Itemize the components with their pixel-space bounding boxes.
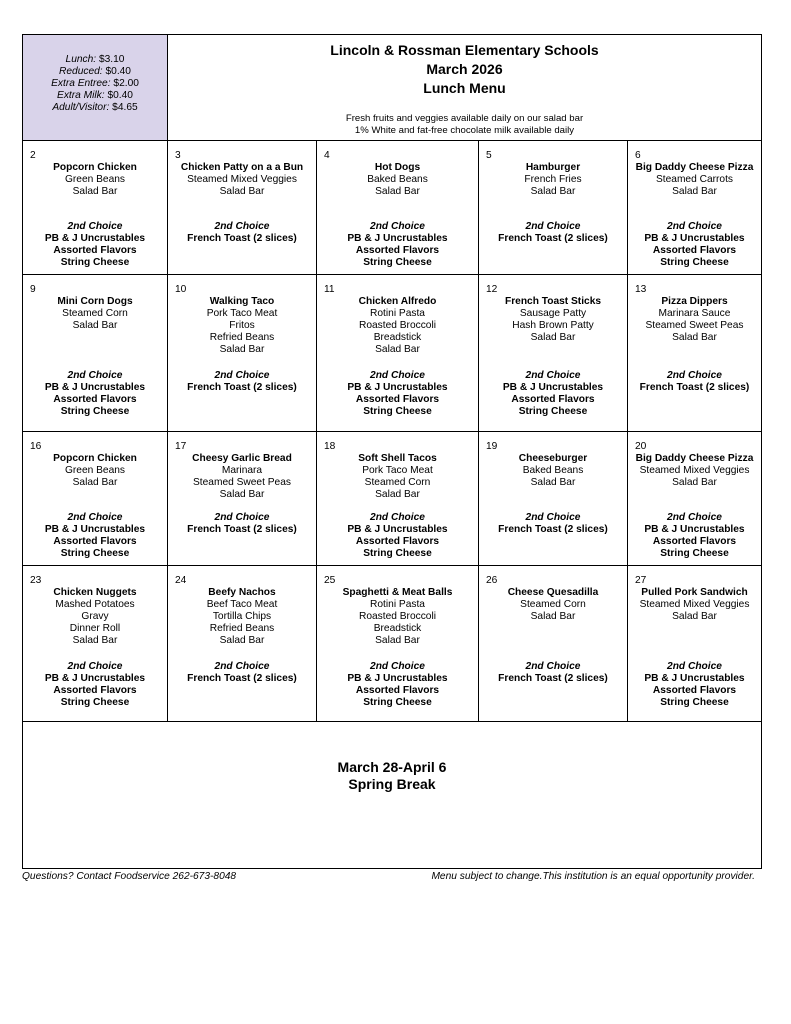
price-extra-entree: Extra Entree: $2.00 (51, 78, 139, 89)
side-item: Salad Bar (219, 635, 265, 646)
second-choice-item: String Cheese (60, 697, 130, 708)
second-choice-item: French Toast (2 slices) (187, 524, 297, 535)
main-entree: Beefy Nachos (208, 587, 276, 598)
second-choice (317, 661, 478, 709)
side-item: Beef Taco Meat (206, 599, 278, 610)
main-entree: Hamburger (525, 162, 581, 173)
price-adult-visitor: Adult/Visitor: $4.65 (52, 102, 138, 113)
day-cell (479, 141, 628, 275)
second-choice-title: 2nd Choice (67, 512, 123, 523)
day-cell (23, 432, 168, 566)
day-number: 3 (175, 150, 181, 161)
second-choice (479, 370, 627, 418)
side-item: Steamed Carrots (655, 174, 733, 185)
spring-break-label: Spring Break (348, 776, 436, 792)
day-cell (168, 141, 317, 275)
side-item: Sausage Patty (519, 308, 587, 319)
second-choice-item: PB & J Uncrustables (347, 233, 448, 244)
menu-items (168, 587, 316, 647)
main-entree: Pulled Pork Sandwich (641, 587, 748, 598)
second-choice-title: 2nd Choice (525, 370, 581, 381)
spring-break-dates: March 28-April 6 (337, 759, 447, 775)
day-number: 23 (30, 575, 42, 586)
second-choice (628, 221, 761, 269)
second-choice-item: French Toast (2 slices) (639, 382, 750, 393)
day-cell (168, 432, 317, 566)
second-choice-item: PB & J Uncrustables (347, 673, 448, 684)
second-choice-item: Assorted Flavors (53, 536, 137, 547)
main-entree: Chicken Nuggets (53, 587, 137, 598)
side-item: Marinara Sauce (658, 308, 731, 319)
main-entree: Big Daddy Cheese Pizza (635, 162, 754, 173)
day-cell (317, 432, 479, 566)
second-choice-item: French Toast (2 slices) (187, 673, 297, 684)
second-choice-title: 2nd Choice (370, 512, 425, 523)
second-choice (23, 512, 167, 560)
side-item: Salad Bar (375, 344, 420, 355)
side-item: Steamed Corn (520, 599, 586, 610)
day-number: 16 (30, 441, 42, 452)
main-entree: Soft Shell Tacos (358, 453, 437, 464)
price-extra-milk: Extra Milk: $0.40 (57, 90, 133, 101)
second-choice-item: String Cheese (660, 257, 729, 268)
second-choice-item: PB & J Uncrustables (644, 524, 745, 535)
second-choice-title: 2nd Choice (214, 221, 270, 232)
second-choice-item: Assorted Flavors (355, 685, 440, 696)
day-number: 12 (486, 284, 498, 295)
second-choice (317, 512, 478, 560)
second-choice-title: 2nd Choice (67, 221, 123, 232)
salad-bar-note: Fresh fruits and veggies available daily on our salad bar (345, 113, 584, 124)
day-number: 4 (324, 150, 330, 161)
day-cell (628, 141, 761, 275)
disclaimer-note: Menu subject to change.This institution is an equal opportunity provider. (431, 871, 755, 882)
second-choice-item: French Toast (2 slices) (187, 233, 297, 244)
second-choice-item: PB & J Uncrustables (502, 382, 604, 393)
menu-month: March 2026 (426, 61, 503, 77)
second-choice-title: 2nd Choice (525, 661, 581, 672)
day-number: 11 (324, 284, 335, 295)
second-choice (317, 221, 478, 269)
price-reduced: Reduced: $0.40 (59, 66, 131, 77)
day-number: 9 (30, 284, 36, 295)
second-choice-item: Assorted Flavors (652, 685, 737, 696)
day-cell (23, 141, 168, 275)
second-choice-item: Assorted Flavors (355, 245, 440, 256)
side-item: Steamed Mixed Veggies (639, 465, 750, 476)
day-cell (628, 432, 761, 566)
menu-items (23, 453, 167, 489)
menu-items (479, 453, 627, 489)
side-item: Refried Beans (209, 332, 275, 343)
second-choice-title: 2nd Choice (214, 512, 270, 523)
second-choice-item: Assorted Flavors (652, 245, 737, 256)
second-choice-title: 2nd Choice (67, 370, 123, 381)
second-choice-item: PB & J Uncrustables (347, 382, 448, 393)
menu-items (479, 162, 627, 198)
side-item: Gravy (81, 611, 109, 622)
side-item: Salad Bar (672, 186, 717, 197)
second-choice-title: 2nd Choice (370, 221, 425, 232)
day-cell (479, 432, 628, 566)
menu-items (628, 162, 761, 198)
second-choice-item: PB & J Uncrustables (44, 233, 146, 244)
price-list (23, 35, 168, 141)
side-item: Salad Bar (375, 489, 420, 500)
day-number: 6 (635, 150, 641, 161)
second-choice-item: PB & J Uncrustables (44, 382, 146, 393)
second-choice (628, 661, 761, 709)
second-choice-item: Assorted Flavors (53, 685, 137, 696)
side-item: Refried Beans (209, 623, 275, 634)
day-cell (23, 275, 168, 432)
second-choice (23, 370, 167, 418)
second-choice-item: String Cheese (518, 406, 588, 417)
second-choice-item: PB & J Uncrustables (644, 673, 745, 684)
day-cell (168, 566, 317, 722)
main-entree: Hot Dogs (374, 162, 421, 173)
second-choice-title: 2nd Choice (525, 512, 581, 523)
day-number: 18 (324, 441, 336, 452)
menu-items (317, 296, 478, 356)
second-choice-title: 2nd Choice (667, 370, 722, 381)
second-choice-title: 2nd Choice (214, 661, 270, 672)
side-item: Salad Bar (530, 611, 576, 622)
second-choice (479, 512, 627, 536)
second-choice-item: Assorted Flavors (355, 536, 440, 547)
menu-items (317, 587, 478, 647)
milk-note: 1% White and fat-free chocolate milk available daily (354, 125, 575, 136)
second-choice (168, 221, 316, 245)
second-choice-item: String Cheese (60, 548, 130, 559)
side-item: Pork Taco Meat (206, 308, 278, 319)
day-number: 2 (30, 150, 36, 161)
day-number: 24 (175, 575, 187, 586)
second-choice-title: 2nd Choice (214, 370, 270, 381)
side-item: Breadstick (373, 623, 422, 634)
menu-items (628, 296, 761, 344)
menu-items (168, 296, 316, 356)
second-choice-title: 2nd Choice (667, 221, 722, 232)
day-cell (479, 275, 628, 432)
day-number: 25 (324, 575, 336, 586)
menu-items (628, 587, 761, 623)
second-choice-title: 2nd Choice (370, 661, 425, 672)
side-item: Salad Bar (72, 320, 118, 331)
side-item: Breadstick (373, 332, 422, 343)
side-item: Steamed Sweet Peas (645, 320, 744, 331)
main-entree: Popcorn Chicken (53, 453, 137, 464)
day-cell (628, 275, 761, 432)
menu-items (479, 296, 627, 344)
second-choice-item: Assorted Flavors (53, 394, 137, 405)
side-item: Steamed Sweet Peas (193, 477, 291, 488)
second-choice-item: String Cheese (60, 257, 130, 268)
side-item: Salad Bar (72, 477, 118, 488)
menu-items (479, 587, 627, 623)
side-item: Salad Bar (672, 332, 717, 343)
contact-note: Questions? Contact Foodservice 262-673-8048 (22, 871, 237, 882)
side-item: Salad Bar (72, 186, 118, 197)
side-item: Salad Bar (72, 635, 118, 646)
price-lunch: Lunch: $3.10 (65, 54, 125, 65)
side-item: Rotini Pasta (370, 599, 425, 610)
second-choice-item: Assorted Flavors (652, 536, 737, 547)
second-choice-title: 2nd Choice (667, 512, 722, 523)
second-choice-item: String Cheese (363, 406, 432, 417)
main-entree: Cheese Quesadilla (507, 587, 599, 598)
second-choice (317, 370, 478, 418)
day-cell (317, 566, 479, 722)
second-choice (168, 661, 316, 685)
side-item: Salad Bar (219, 344, 265, 355)
menu-header (168, 35, 761, 141)
main-entree: Popcorn Chicken (53, 162, 137, 173)
main-entree: Spaghetti & Meat Balls (342, 587, 453, 598)
side-item: Steamed Corn (62, 308, 128, 319)
main-entree: French Toast Sticks (504, 296, 602, 307)
main-entree: Chicken Alfredo (358, 296, 437, 307)
day-cell (628, 566, 761, 722)
second-choice-item: String Cheese (60, 406, 130, 417)
main-entree: Chicken Patty on a a Bun (180, 162, 304, 173)
second-choice (168, 512, 316, 536)
day-cell (23, 566, 168, 722)
side-item: Green Beans (64, 465, 126, 476)
second-choice (479, 221, 627, 245)
second-choice-item: Assorted Flavors (355, 394, 440, 405)
side-item: Salad Bar (530, 186, 576, 197)
side-item: Rotini Pasta (370, 308, 425, 319)
side-item: Baked Beans (522, 465, 584, 476)
second-choice (168, 370, 316, 394)
side-item: Roasted Broccoli (358, 611, 436, 622)
day-cell (317, 275, 479, 432)
day-number: 27 (635, 575, 647, 586)
side-item: Tortilla Chips (212, 611, 272, 622)
side-item: Salad Bar (672, 477, 717, 488)
second-choice-item: French Toast (2 slices) (498, 233, 608, 244)
second-choice-title: 2nd Choice (667, 661, 722, 672)
second-choice-item: PB & J Uncrustables (44, 673, 146, 684)
second-choice-item: String Cheese (363, 257, 432, 268)
side-item: Dinner Roll (69, 623, 121, 634)
school-name: Lincoln & Rossman Elementary Schools (330, 42, 599, 58)
second-choice-item: String Cheese (363, 548, 432, 559)
menu-items (23, 296, 167, 332)
side-item: Salad Bar (672, 611, 717, 622)
spring-break-box (23, 722, 761, 868)
main-entree: Walking Taco (209, 296, 275, 307)
second-choice (628, 512, 761, 560)
menu-items (23, 587, 167, 647)
second-choice-item: Assorted Flavors (53, 245, 137, 256)
menu-title: Lunch Menu (423, 80, 506, 96)
side-item: Baked Beans (367, 174, 428, 185)
second-choice-item: String Cheese (363, 697, 432, 708)
day-cell (168, 275, 317, 432)
day-number: 19 (486, 441, 498, 452)
day-number: 26 (486, 575, 498, 586)
second-choice (23, 221, 167, 269)
side-item: Marinara (221, 465, 263, 476)
menu-items (317, 453, 478, 501)
side-item: Salad Bar (530, 332, 576, 343)
second-choice-item: String Cheese (660, 697, 729, 708)
day-number: 17 (175, 441, 187, 452)
second-choice-title: 2nd Choice (67, 661, 123, 672)
side-item: Steamed Mixed Veggies (187, 174, 297, 185)
side-item: Green Beans (64, 174, 126, 185)
second-choice-item: French Toast (2 slices) (187, 382, 297, 393)
second-choice-item: French Toast (2 slices) (498, 524, 608, 535)
main-entree: Pizza Dippers (661, 296, 728, 307)
side-item: Roasted Broccoli (358, 320, 436, 331)
side-item: Steamed Corn (364, 477, 431, 488)
second-choice-item: String Cheese (660, 548, 729, 559)
second-choice-item: PB & J Uncrustables (644, 233, 745, 244)
day-cell (317, 141, 479, 275)
second-choice-title: 2nd Choice (370, 370, 425, 381)
second-choice-item: PB & J Uncrustables (44, 524, 146, 535)
day-number: 5 (486, 150, 492, 161)
menu-items (628, 453, 761, 489)
side-item: Fritos (229, 320, 255, 331)
lunch-menu-calendar (22, 34, 762, 869)
side-item: Salad Bar (219, 489, 265, 500)
second-choice (23, 661, 167, 709)
day-number: 10 (175, 284, 187, 295)
side-item: Salad Bar (375, 186, 420, 197)
second-choice (479, 661, 627, 685)
day-number: 13 (635, 284, 647, 295)
second-choice-item: PB & J Uncrustables (347, 524, 448, 535)
side-item: French Fries (524, 174, 582, 185)
second-choice-item: Assorted Flavors (511, 394, 595, 405)
menu-items (168, 453, 316, 501)
day-number: 20 (635, 441, 647, 452)
side-item: Salad Bar (530, 477, 576, 488)
side-item: Hash Brown Patty (512, 320, 594, 331)
side-item: Pork Taco Meat (362, 465, 433, 476)
second-choice-title: 2nd Choice (525, 221, 581, 232)
side-item: Salad Bar (219, 186, 265, 197)
main-entree: Cheesy Garlic Bread (192, 453, 292, 464)
menu-items (168, 162, 316, 198)
second-choice-item: French Toast (2 slices) (498, 673, 608, 684)
main-entree: Mini Corn Dogs (57, 296, 133, 307)
menu-items (317, 162, 478, 198)
side-item: Salad Bar (375, 635, 420, 646)
side-item: Mashed Potatoes (55, 599, 135, 610)
second-choice (628, 370, 761, 394)
menu-items (23, 162, 167, 198)
main-entree: Cheeseburger (518, 453, 588, 464)
day-cell (479, 566, 628, 722)
main-entree: Big Daddy Cheese Pizza (635, 453, 754, 464)
side-item: Steamed Mixed Veggies (639, 599, 750, 610)
